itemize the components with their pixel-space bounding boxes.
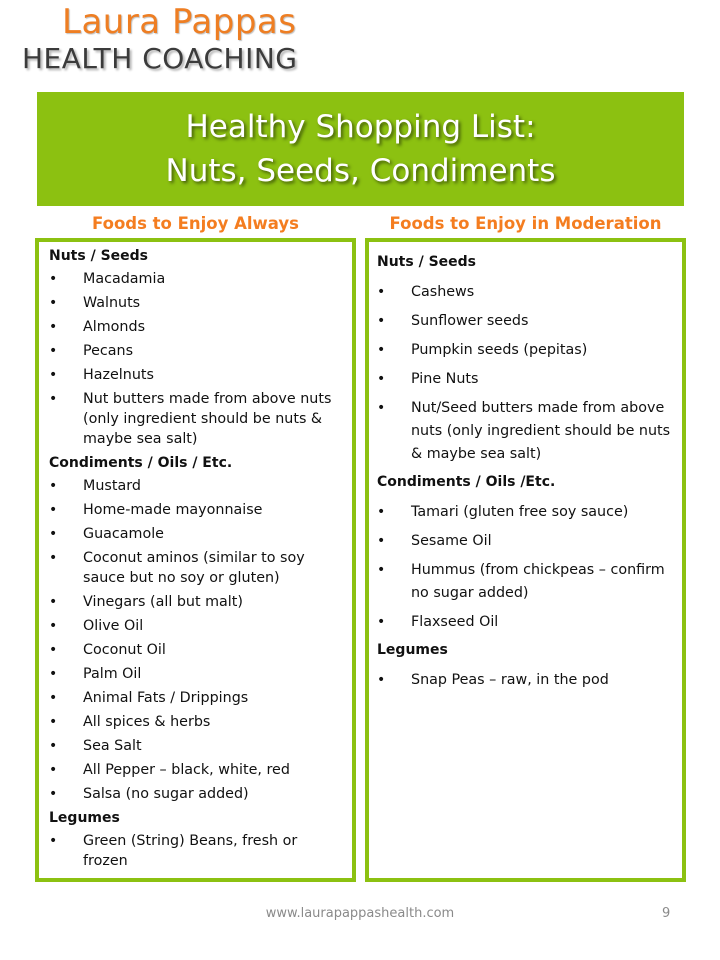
list-item-text: Pine Nuts: [411, 371, 479, 387]
bullet-icon: •: [49, 550, 58, 566]
bullet-icon: •: [49, 502, 58, 518]
bullet-icon: •: [377, 400, 386, 416]
list-item-text: Cashews: [411, 284, 475, 300]
list-item: [377, 611, 674, 634]
list-item: [377, 669, 674, 692]
list-item-text: Macadamia: [83, 271, 166, 287]
list-item: [49, 760, 344, 780]
list-item: [49, 500, 344, 520]
item-list: [377, 501, 674, 634]
section-title: Condiments / Oils /Etc.: [377, 474, 556, 490]
bullet-icon: •: [49, 666, 58, 682]
right-column-heading: Foods to Enjoy in Moderation: [389, 214, 662, 233]
list-item: [49, 476, 344, 496]
bullet-icon: •: [49, 786, 58, 802]
bullet-icon: •: [377, 614, 386, 630]
list-item-text: Guacamole: [83, 526, 164, 542]
bullet-icon: •: [49, 367, 58, 383]
section-title: Condiments / Oils / Etc.: [49, 455, 233, 471]
list-item: [49, 784, 344, 804]
list-item-text: Tamari (gluten free soy sauce): [411, 504, 629, 520]
bullet-icon: •: [49, 271, 58, 287]
list-item: [49, 269, 344, 289]
list-item: [49, 664, 344, 684]
list-item-text: Salsa (no sugar added): [83, 786, 249, 802]
bullet-icon: •: [49, 526, 58, 542]
list-item-text: Vinegars (all but malt): [83, 594, 243, 610]
list-item: [49, 524, 344, 544]
logo-tagline: HEALTH COACHING: [22, 42, 298, 75]
list-item-text: All spices & herbs: [83, 714, 211, 730]
list-item: [377, 339, 674, 362]
list-item: [377, 501, 674, 524]
right-list-panel: [365, 238, 686, 882]
list-item: [49, 293, 344, 313]
item-list: [377, 669, 674, 692]
list-item: [49, 640, 344, 660]
list-item: [377, 281, 674, 304]
list-item: [377, 397, 674, 466]
list-item-text: Home-made mayonnaise: [83, 502, 263, 518]
list-item: [377, 368, 674, 391]
bullet-icon: •: [49, 295, 58, 311]
list-item: [49, 592, 344, 612]
list-item-text: Sea Salt: [83, 738, 142, 754]
bullet-icon: •: [49, 391, 58, 407]
bullet-icon: •: [49, 642, 58, 658]
list-item: [49, 365, 344, 385]
list-item: [377, 559, 674, 605]
bullet-icon: •: [49, 762, 58, 778]
bullet-icon: •: [49, 343, 58, 359]
list-item: [49, 341, 344, 361]
section-title: Nuts / Seeds: [49, 248, 148, 264]
banner-title-line1: Healthy Shopping List:: [185, 109, 536, 145]
list-item-text: Green (String) Beans, fresh or frozen: [83, 833, 298, 869]
logo-name: Laura Pappas: [62, 2, 297, 42]
banner-title-line2: Nuts, Seeds, Condiments: [165, 153, 556, 189]
bullet-icon: •: [377, 342, 386, 358]
bullet-icon: •: [49, 714, 58, 730]
list-item-text: Sesame Oil: [411, 533, 492, 549]
list-item-text: Walnuts: [83, 295, 141, 311]
list-item-text: Snap Peas – raw, in the pod: [411, 672, 609, 688]
list-item: [49, 736, 344, 756]
bullet-icon: •: [49, 738, 58, 754]
list-item-text: Animal Fats / Drippings: [83, 690, 249, 706]
section-title: Legumes: [377, 642, 448, 658]
bullet-icon: •: [377, 533, 386, 549]
bullet-icon: •: [49, 690, 58, 706]
list-item: [49, 317, 344, 337]
list-item-text: Mustard: [83, 478, 141, 494]
list-item-text: Flaxseed Oil: [411, 614, 499, 630]
list-item-text: Hummus (from chickpeas – confirm no sugar added): [411, 562, 665, 601]
bullet-icon: •: [377, 562, 386, 578]
bullet-icon: •: [377, 313, 386, 329]
item-list: [377, 281, 674, 466]
list-item: [377, 530, 674, 553]
list-item: [49, 688, 344, 708]
bullet-icon: •: [377, 284, 386, 300]
list-item-text: Hazelnuts: [83, 367, 154, 383]
list-item-text: Palm Oil: [83, 666, 142, 682]
bullet-icon: •: [49, 319, 58, 335]
bullet-icon: •: [377, 672, 386, 688]
section-title: Legumes: [49, 810, 120, 826]
left-list-panel: [35, 238, 356, 882]
list-item-text: Nut butters made from above nuts (only ingredient should be nuts & maybe sea salt): [83, 391, 332, 447]
item-list: [49, 476, 344, 804]
bullet-icon: •: [377, 371, 386, 387]
list-item: [377, 310, 674, 333]
list-item-text: All Pepper – black, white, red: [83, 762, 290, 778]
list-item: [49, 389, 344, 449]
list-item-text: Coconut aminos (similar to soy sauce but no soy or gluten): [83, 550, 305, 586]
list-item-text: Almonds: [83, 319, 146, 335]
bullet-icon: •: [49, 833, 58, 849]
list-item-text: Coconut Oil: [83, 642, 166, 658]
list-item-text: Pumpkin seeds (pepitas): [411, 342, 588, 358]
page-number: 9: [662, 906, 671, 921]
bullet-icon: •: [49, 594, 58, 610]
list-item: [49, 831, 344, 871]
list-item: [49, 616, 344, 636]
item-list: [49, 831, 344, 871]
list-item-text: Olive Oil: [83, 618, 144, 634]
left-column-heading: Foods to Enjoy Always: [92, 214, 299, 233]
list-item-text: Pecans: [83, 343, 134, 359]
bullet-icon: •: [49, 478, 58, 494]
bullet-icon: •: [49, 618, 58, 634]
section-title: Nuts / Seeds: [377, 254, 476, 270]
list-item-text: Sunflower seeds: [411, 313, 529, 329]
list-item: [49, 548, 344, 588]
bullet-icon: •: [377, 504, 386, 520]
list-item-text: Nut/Seed butters made from above nuts (only ingredient should be nuts & maybe sea salt): [411, 400, 671, 462]
item-list: [49, 269, 344, 449]
footer-url[interactable]: www.laurapappashealth.com: [265, 906, 455, 921]
list-item: [49, 712, 344, 732]
title-banner: [37, 92, 684, 206]
